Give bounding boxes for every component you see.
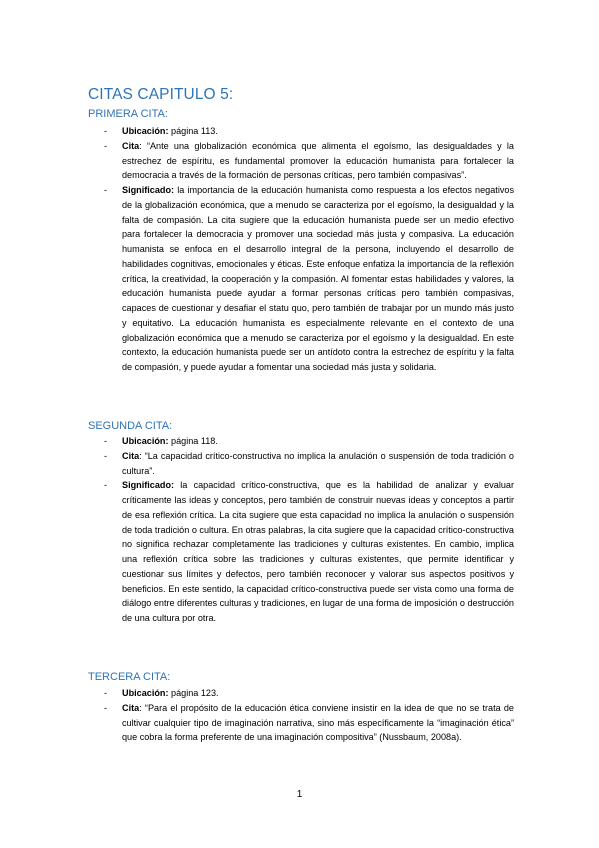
section-heading-tercera-cita: TERCERA CITA: (88, 671, 171, 683)
list-item-ubicacion (88, 434, 514, 449)
list-item-ubicacion (88, 124, 514, 139)
list-dash: - (104, 688, 108, 698)
item-label: Cita (122, 140, 140, 151)
item-text: página 118. (168, 436, 218, 446)
item-label: Cita (122, 450, 140, 461)
list-item-significado (88, 478, 514, 626)
list-item-ubicacion (88, 686, 514, 701)
item-label: Ubicación: (122, 126, 169, 136)
list-dash: - (104, 140, 108, 151)
list-item-significado (88, 183, 514, 375)
item-label: Significado: (122, 480, 175, 491)
item-text: la capacidad crítico-constructiva, que es la habilidad de analizar y evaluar críticamente las ideas y conceptos, pero también de construir nuevas ideas y conceptos a partir de esa reflexión crítica. La cita sugiere que esta capacidad no implica la anulación o suspensión de toda tradición o cultura. En otras palabras, la cita sugiere que la capacidad crítico-constructiva no significa rechazar completamente las tradiciones y culturas existentes. En cambio, implica una reflexión crítica sobre las tradiciones y culturas existentes, que permite identificar y cuestionar sus límites y defectos, pero también reconocer y valorar sus aspectos positivos y beneficios. En este sentido, la capacidad crítico-constructiva puede ser vista como una forma de diálogo entre diferentes culturas y tradiciones, en lugar de una forma de imposición o destrucción de una cultura por otra. (122, 480, 514, 623)
list-dash: - (104, 702, 108, 713)
section-heading-segunda-cita: SEGUNDA CITA: (88, 420, 173, 432)
item-label: Significado: (122, 185, 175, 195)
item-text: página 113. (168, 126, 218, 136)
item-text: página 123. (168, 688, 219, 698)
item-text: : “La capacidad crítico-constructiva no implica la anulación o suspensión de toda tradición o cultura”. (122, 450, 514, 476)
list-item-cita (88, 449, 514, 479)
document-title: CITAS CAPITULO 5: (88, 86, 234, 103)
list-dash: - (104, 185, 108, 195)
citation-list-primera (88, 124, 514, 375)
citation-list-tercera (88, 686, 514, 745)
list-dash: - (104, 480, 108, 491)
item-text: : “Para el propósito de la educación ética conviene insistir en la idea de que no se trata de cultivar cualquier tipo de imaginación narrativa, sino más específicamente la “imaginación ética” que cobra la forma preferente de una imaginación compositiva” (Nussbaum, 2008a). (122, 702, 514, 743)
item-label: Ubicación: (122, 688, 169, 698)
item-text: : “Ante una globalización económica que alimenta el egoísmo, las desigualdades y la estrechez de espíritu, es fundamental promover la educación humanista para fortalecer la democracia a través de la formación de personas críticas, pero también compasivas”. (122, 140, 514, 181)
item-label: Cita (122, 702, 140, 713)
section-heading-primera-cita: PRIMERA CITA: (88, 108, 168, 120)
item-label: Ubicación: (122, 436, 169, 446)
list-item-cita (88, 139, 514, 183)
list-item-cita (88, 701, 514, 745)
item-text: la importancia de la educación humanista como respuesta a los efectos negativos de la globalización económica, que a menudo se caracteriza por el egoísmo, la desigualdad y la falta de compasión. La cita sugiere que la educación humanista puede ser un medio efectivo para fortalecer la democracia y promover una sociedad más justa y compasiva. La educación humanista se enfoca en el desarrollo integral de la persona, incluyendo el desarrollo de habilidades cognitivas, emocionales y éticas. Este enfoque enfatiza la importancia de la reflexión crítica, la creatividad, la cooperación y la compasión. Al fomentar estas habilidades y valores, la educación humanista puede ayudar a formar personas críticas pero también compasivas, capaces de cuestionar y desafiar el statu quo, pero también de trabajar por un mundo más justo y equitativo. La educación humanista es especialmente relevante en el contexto de una globalización económica que a menudo se caracteriza por el egoísmo y la desigualdad. En este contexto, la educación humanista puede ser un antídoto contra la estrechez de espíritu y la falta de compasión, y puede ayudar a fomentar una sociedad más justa y solidaria. (122, 185, 514, 372)
list-dash: - (104, 126, 108, 136)
citation-list-segunda (88, 434, 514, 626)
list-dash: - (104, 436, 108, 446)
list-dash: - (104, 450, 108, 461)
page-number: 1 (296, 789, 303, 800)
